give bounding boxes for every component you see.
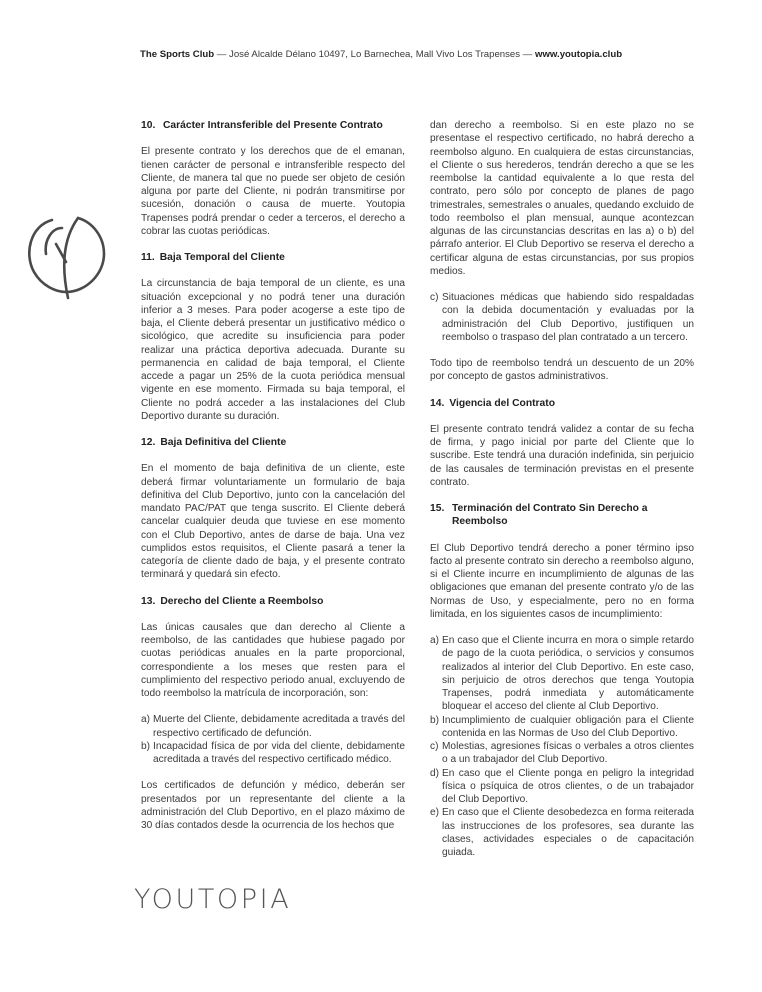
list-marker: b) (430, 714, 440, 726)
list-item (430, 714, 694, 741)
section-title: Vigencia del Contrato (449, 397, 555, 409)
section-heading (430, 502, 694, 529)
paragraph: Los certificados de defunción y médico, deberán ser presentados por un representante del cliente a la administración del Club Deportivo, en el plazo máximo de 30 días contados desde la ocurrencia de los hechos que (141, 780, 405, 831)
list-item (430, 291, 694, 344)
paragraph: La circunstancia de baja temporal de un cliente, es una situación excepcional y no podrá tener una duración inferior a 3 meses. Para poder acogerse a este tipo de baja, el Cliente deberá presentar un justificativo médico o sicológico, que acredite su insuficiencia para poder realizar una práctica deportiva adecuada. Durante su permanencia en calidad de baja temporal, el Cliente accede a pagar un 25% de la cuota periódica mensual vigente en ese momento. Firmada su baja temporal, el Cliente no podrá acceder a las instalaciones del Club Deportivo durante su duración. (141, 278, 405, 422)
list-item-text: En caso que el Cliente incurra en mora o simple retardo de pago de la cuota periódica, o servicios y consumos realizados al interior del Club Deportivo. En este caso, sin perjuicio de otros derechos que tenga Youtopia Trapenses, podrá inmediata y automáticamente bloquear el acceso del cliente al Club Deportivo. (442, 635, 694, 713)
list-item-text: Molestias, agresiones físicas o verbales a otros clientes o a un trabajador del Club Deportivo. (442, 741, 694, 766)
section-title: Terminación del Contrato Sin Derecho a Reembolso (452, 503, 648, 528)
section-number: 10. (141, 120, 156, 131)
list-marker: b) (141, 740, 151, 752)
section-number: 14. (430, 397, 445, 409)
section-title: Baja Temporal del Cliente (159, 252, 285, 263)
list-item (430, 806, 694, 859)
section-number: 13. (141, 595, 156, 607)
list-item-text: Muerte del Cliente, debidamente acreditada a través del respectivo certificado de defunción. (153, 714, 405, 739)
right-column (430, 119, 694, 872)
brand-wordmark: YOUTOPIA (134, 884, 292, 915)
list-marker: a) (430, 635, 440, 646)
section-title: Baja Definitiva del Cliente (160, 437, 287, 448)
list-marker: d) (430, 767, 440, 779)
page-header (140, 49, 660, 60)
list-marker: e) (430, 807, 440, 819)
section-title: Derecho del Cliente a Reembolso (160, 595, 324, 607)
section-heading (141, 595, 405, 608)
paragraph: Todo tipo de reembolso tendrá un descuento de un 20% por concepto de gastos administrativos. (430, 358, 694, 383)
list-item-text: En caso que el Cliente desobedezca en forma reiterada las instrucciones de los profesores, sea durante las clases, actividades especiales o de capacitación guiada. (442, 807, 694, 858)
section-number: 12. (141, 437, 156, 448)
list-item (141, 740, 405, 767)
club-address: José Alcalde Délano 10497, Lo Barnechea, Mall Vivo Los Trapenses (229, 49, 521, 60)
list-marker: c) (430, 741, 439, 752)
list-item (430, 740, 694, 767)
header-separator: — (522, 49, 533, 60)
section-heading (141, 436, 405, 449)
list-item (430, 634, 694, 714)
section-title: Carácter Intransferible del Presente Contrato (163, 120, 383, 131)
list-item (141, 713, 405, 740)
left-column (141, 119, 405, 832)
list-item-text: Incumplimiento de cualquier obligación para el Cliente contenida en las Normas de Uso del Club Deportivo. (442, 714, 694, 739)
section-heading (141, 251, 405, 264)
section-heading (430, 397, 694, 410)
list (141, 713, 405, 766)
header-separator: — (216, 49, 227, 60)
section-number: 15. (430, 503, 445, 514)
paragraph: El Club Deportivo tendrá derecho a poner término ipso facto al presente contrato sin derecho a reembolso alguno, si el Cliente incurre en incumplimiento de algunas de las obligaciones que emanan del presente contrato y/o de las Normas de Uso, y especialmente, pero no en forma limitada, en los siguientes casos de incumplimiento: (430, 542, 694, 620)
list (430, 634, 694, 859)
youtopia-y-mark-icon (22, 210, 108, 300)
list-item-text: En caso que el Cliente ponga en peligro la integridad física o psíquica de otros clientes, o de un trabajador del Club Deportivo. (442, 767, 694, 805)
paragraph: En el momento de baja definitiva de un cliente, este deberá firmar voluntariamente un formulario de baja definitiva del Club Deportivo, junto con la cancelación del mandato PAC/PAT que tenga suscrito. El Cliente deberá cancelar cualquier deuda que tuviese en ese momento con el Club Deportivo, antes de darse de baja. Una vez cumplidos estos requisitos, el Cliente pasará a tener la categoría de cliente dado de baja, y el presente contrato terminará y quedará sin efecto. (141, 463, 405, 581)
list-item (430, 767, 694, 807)
club-website: www.youtopia.club (535, 49, 623, 60)
list-marker: a) (141, 714, 151, 726)
paragraph: El presente contrato tendrá validez a contar de su fecha de firma, y pago inicial por parte del Cliente que lo suscribe. Este tendrá una duración indefinida, sin perjuicio de las causales de terminación previstas en el presente contrato. (430, 423, 694, 488)
list-marker: c) (430, 292, 439, 303)
paragraph: dan derecho a reembolso. Si en este plazo no se presentase el respectivo certificado, no habrá derecho a reembolso alguno. En cualquiera de estas circunstancias, el Cliente o sus herederos, tendrán derecho a que se les reembolse la cantidad equivalente a lo que resta del contrato, pero sólo por concepto de planes de pago trimestrales, semestrales o anuales, quedando excluido de todo reembolso el plan mensual, aunque acontezcan algunas de las circunstancias descritas en las a) o b) del párrafo anterior. El Club Deportivo se reserva el derecho a certificar alguna de estas circunstancias, por sus propios medios. (430, 120, 694, 277)
paragraph: El presente contrato y los derechos que de el emanan, tienen carácter de personal e intransferible respecto del Cliente, de manera tal que no puede ser objeto de cesión alguna por parte del Cliente, ni podrán transmitirse por sucesión, donación o causa de muerte. Youtopia Trapenses podrá prendar o ceder a terceros, el derecho a cobrar las cuotas periódicas. (141, 146, 405, 237)
list-item-text: Situaciones médicas que habiendo sido respaldadas con la debida documentación y evaluadas por la administración del Club Deportivo, justifiquen un reembolso o traspaso del plan contratado a un tercero. (442, 292, 694, 343)
club-name: The Sports Club (140, 49, 215, 60)
section-number: 11. (141, 252, 155, 263)
section-heading (141, 119, 405, 132)
list (430, 291, 694, 344)
list-item-text: Incapacidad física de por vida del cliente, debidamente acreditada a través del respectivo certificado médico. (153, 740, 405, 765)
paragraph: Las únicas causales que dan derecho al Cliente a reembolso, de las cantidades que hubiese pagado por cuotas periódicas anuales en la parte proporcional, correspondiente a los meses que resten para el cumplimiento del respectivo periodo anual, excluyendo de todo reembolso la matrícula de incorporación, son: (141, 621, 405, 699)
